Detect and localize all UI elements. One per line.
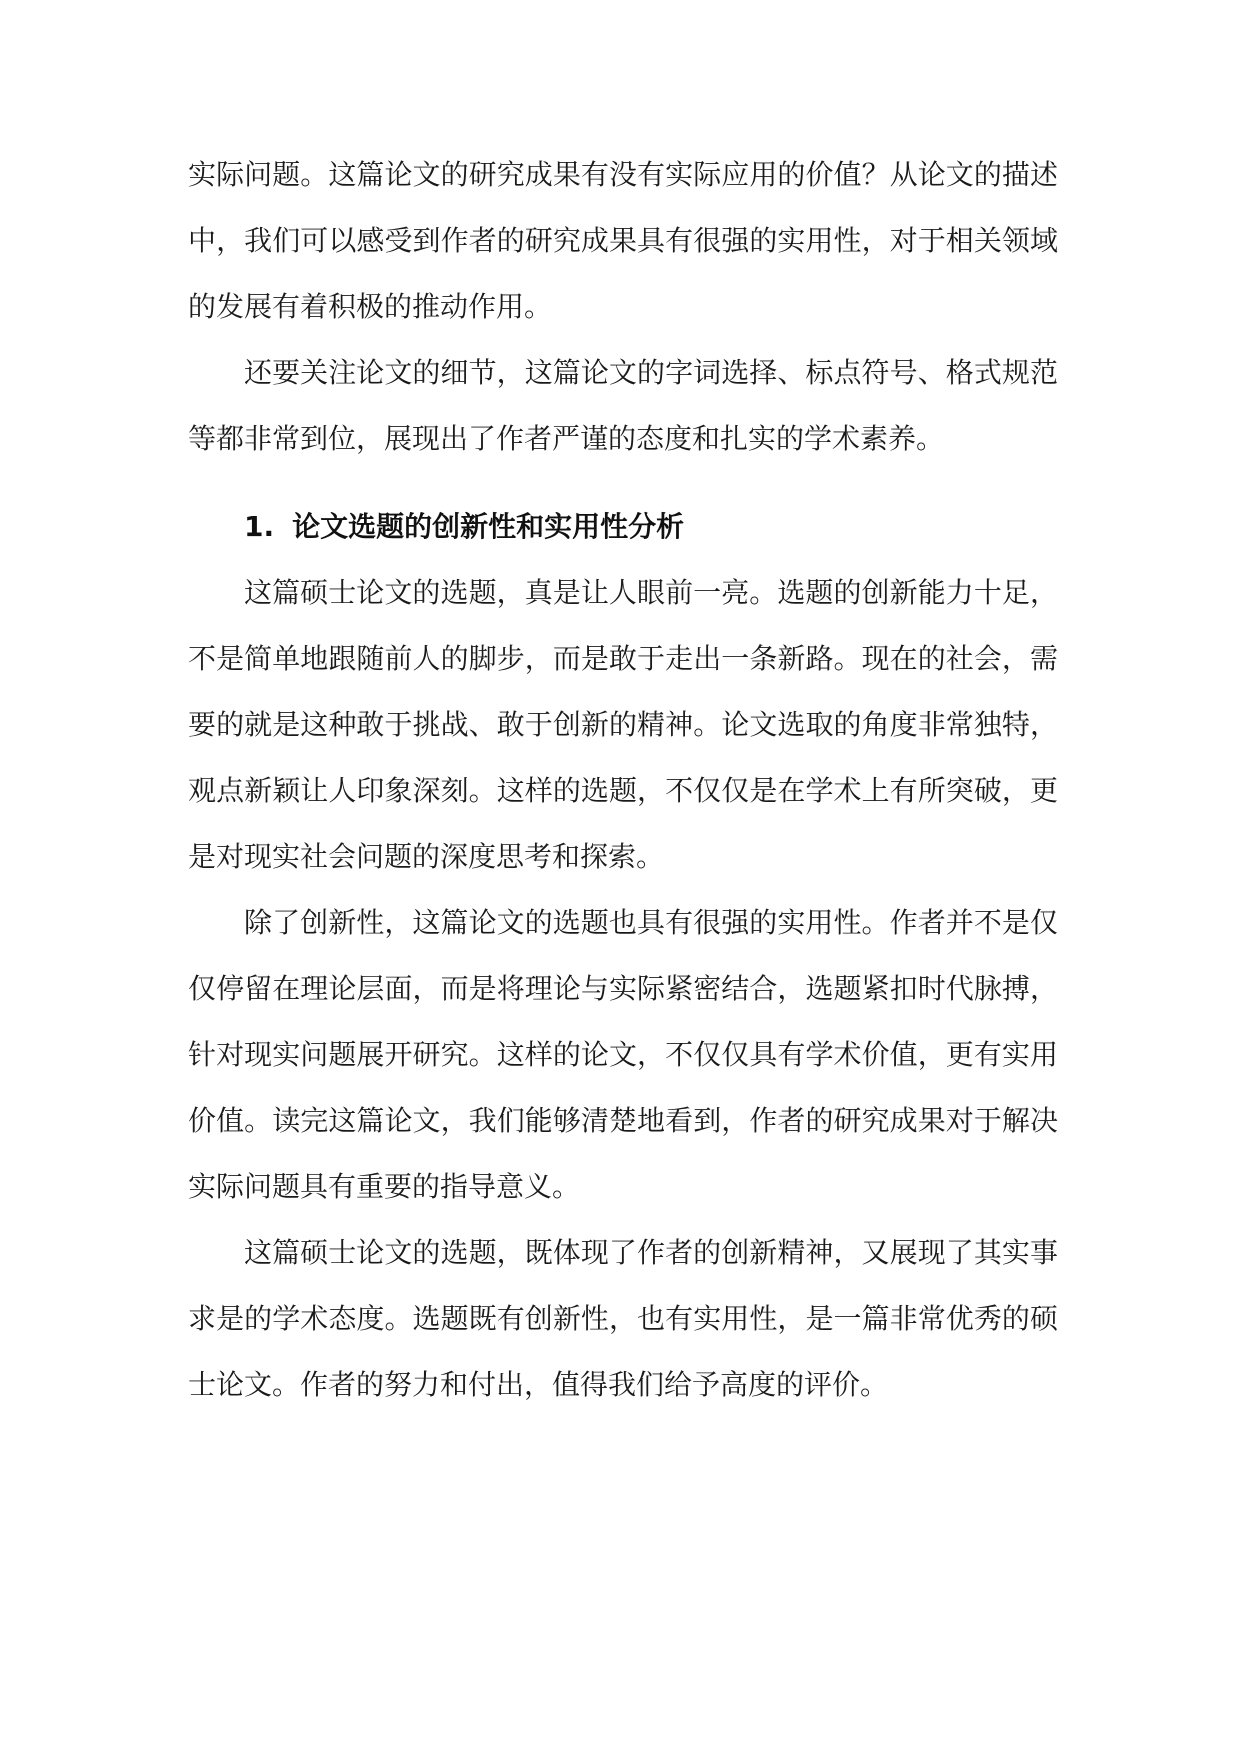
section-heading (188, 494, 1058, 560)
section-title: 论文选题的创新性和实用性分析 (292, 510, 685, 543)
paragraph-innovation: 这篇硕士论文的选题，真是让人眼前一亮。选题的创新能力十足，不是简单地跟随前人的脚步，而是敢于走出一条新路。现在的社会，需要的就是这种敢于挑战、敢于创新的精神。论文选取的角度非常独特，观点新颖让人印象深刻。这样的选题，不仅仅是在学术上有所突破，更是对现实社会问题的深度思考和探索。 (188, 576, 1058, 873)
paragraph-continued: 实际问题。这篇论文的研究成果有没有实际应用的价值？从论文的描述中，我们可以感受到作者的研究成果具有很强的实用性，对于相关领域的发展有着积极的推动作用。 (188, 158, 1058, 323)
document-body (188, 142, 1058, 1418)
paragraph-conclusion: 这篇硕士论文的选题，既体现了作者的创新精神，又展现了其实事求是的学术态度。选题既有创新性，也有实用性，是一篇非常优秀的硕士论文。作者的努力和付出，值得我们给予高度的评价。 (188, 1236, 1058, 1401)
paragraph-practicality: 除了创新性，这篇论文的选题也具有很强的实用性。作者并不是仅仅停留在理论层面，而是将理论与实际紧密结合，选题紧扣时代脉搏，针对现实问题展开研究。这样的论文，不仅仅具有学术价值，更有实用价值。读完这篇论文，我们能够清楚地看到，作者的研究成果对于解决实际问题具有重要的指导意义。 (188, 906, 1058, 1203)
paragraph-details: 还要关注论文的细节，这篇论文的字词选择、标点符号、格式规范等都非常到位，展现出了作者严谨的态度和扎实的学术素养。 (188, 356, 1058, 455)
section-number: 1. (244, 510, 275, 543)
